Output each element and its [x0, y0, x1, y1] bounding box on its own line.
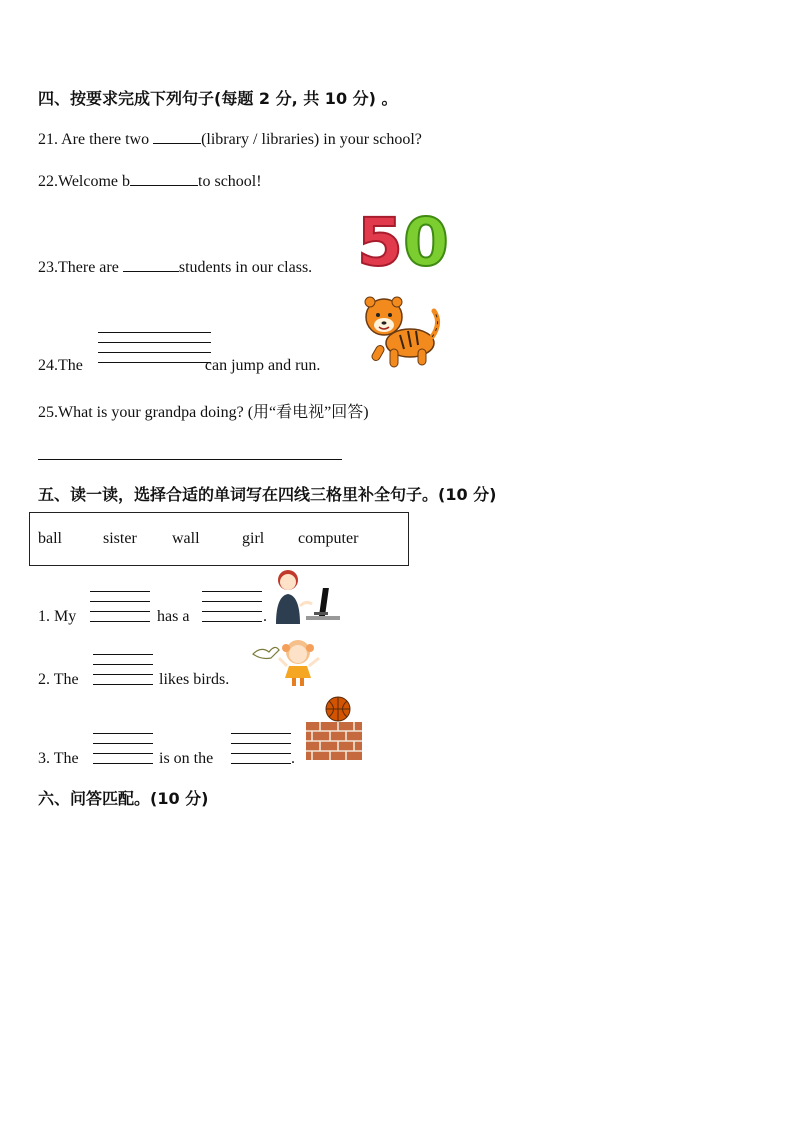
s3-writing-grid-2[interactable]: [231, 733, 291, 764]
number-50-digit-5: [357, 205, 449, 273]
section4-heading: 四、按要求完成下列句子(每题 2 分, 共 10 分) 。: [38, 89, 398, 108]
word-bank-word: computer: [298, 530, 359, 547]
q23-blank[interactable]: [123, 257, 179, 272]
q23-text-after: students in our class.: [178, 259, 313, 276]
sentence-2-end: likes birds.: [159, 671, 230, 688]
section5-heading: 五、读一读，选择合适的单词写在四线三格里补全句子。(10 分): [38, 485, 497, 504]
sentence-1-end: .: [263, 608, 267, 625]
word-bank-word: girl: [242, 530, 265, 547]
q24-writing-grid[interactable]: [98, 332, 211, 366]
section6-heading: 六、问答匹配。(10 分): [38, 789, 209, 808]
q22-text-before: 22.Welcome b: [38, 173, 131, 190]
q21-text-before: 21. Are there two: [38, 131, 154, 148]
word-bank-word: ball: [38, 530, 62, 547]
number-50-icon: [355, 205, 457, 273]
number-50-digit: 0: [402, 205, 449, 273]
word-bank-word: sister: [103, 530, 137, 547]
q21-blank[interactable]: [153, 129, 201, 144]
sentence-1-start: 1. My: [38, 608, 77, 625]
s2-writing-grid[interactable]: [93, 654, 153, 685]
sentence-3-end: .: [291, 750, 295, 767]
sentence-1-middle: has a: [157, 608, 190, 625]
s1-writing-grid-1[interactable]: [90, 591, 150, 622]
q22-text-after: to school!: [198, 173, 262, 190]
q24-text-before: 24.The: [38, 357, 87, 374]
question-25: 25.What is your grandpa doing? (用“看电视”回答): [38, 404, 369, 421]
sentence-3-start: 3. The: [38, 750, 79, 767]
number-50-digit: 5: [357, 205, 403, 273]
woman-computer-icon: [272, 566, 342, 626]
sentence-2-start: 2. The: [38, 671, 79, 688]
s1-writing-grid-2[interactable]: [202, 591, 262, 622]
q21-text-after: (library / libraries) in your school?: [201, 131, 422, 148]
tiger-icon: [360, 293, 442, 373]
s3-writing-grid-1[interactable]: [93, 733, 153, 764]
q22-blank[interactable]: [130, 171, 198, 186]
sentence-3-middle: is on the: [159, 750, 214, 767]
question-22: [38, 171, 262, 191]
q23-text-before: 23.There are: [38, 259, 123, 276]
q24-text-after: can jump and run.: [200, 357, 321, 374]
question-21: [38, 129, 422, 149]
girl-bird-icon: [251, 636, 323, 688]
q25-answer-line[interactable]: [38, 459, 342, 460]
question-23: [38, 257, 312, 277]
word-bank-word: wall: [172, 530, 200, 547]
ball-on-wall-icon: [304, 696, 364, 762]
